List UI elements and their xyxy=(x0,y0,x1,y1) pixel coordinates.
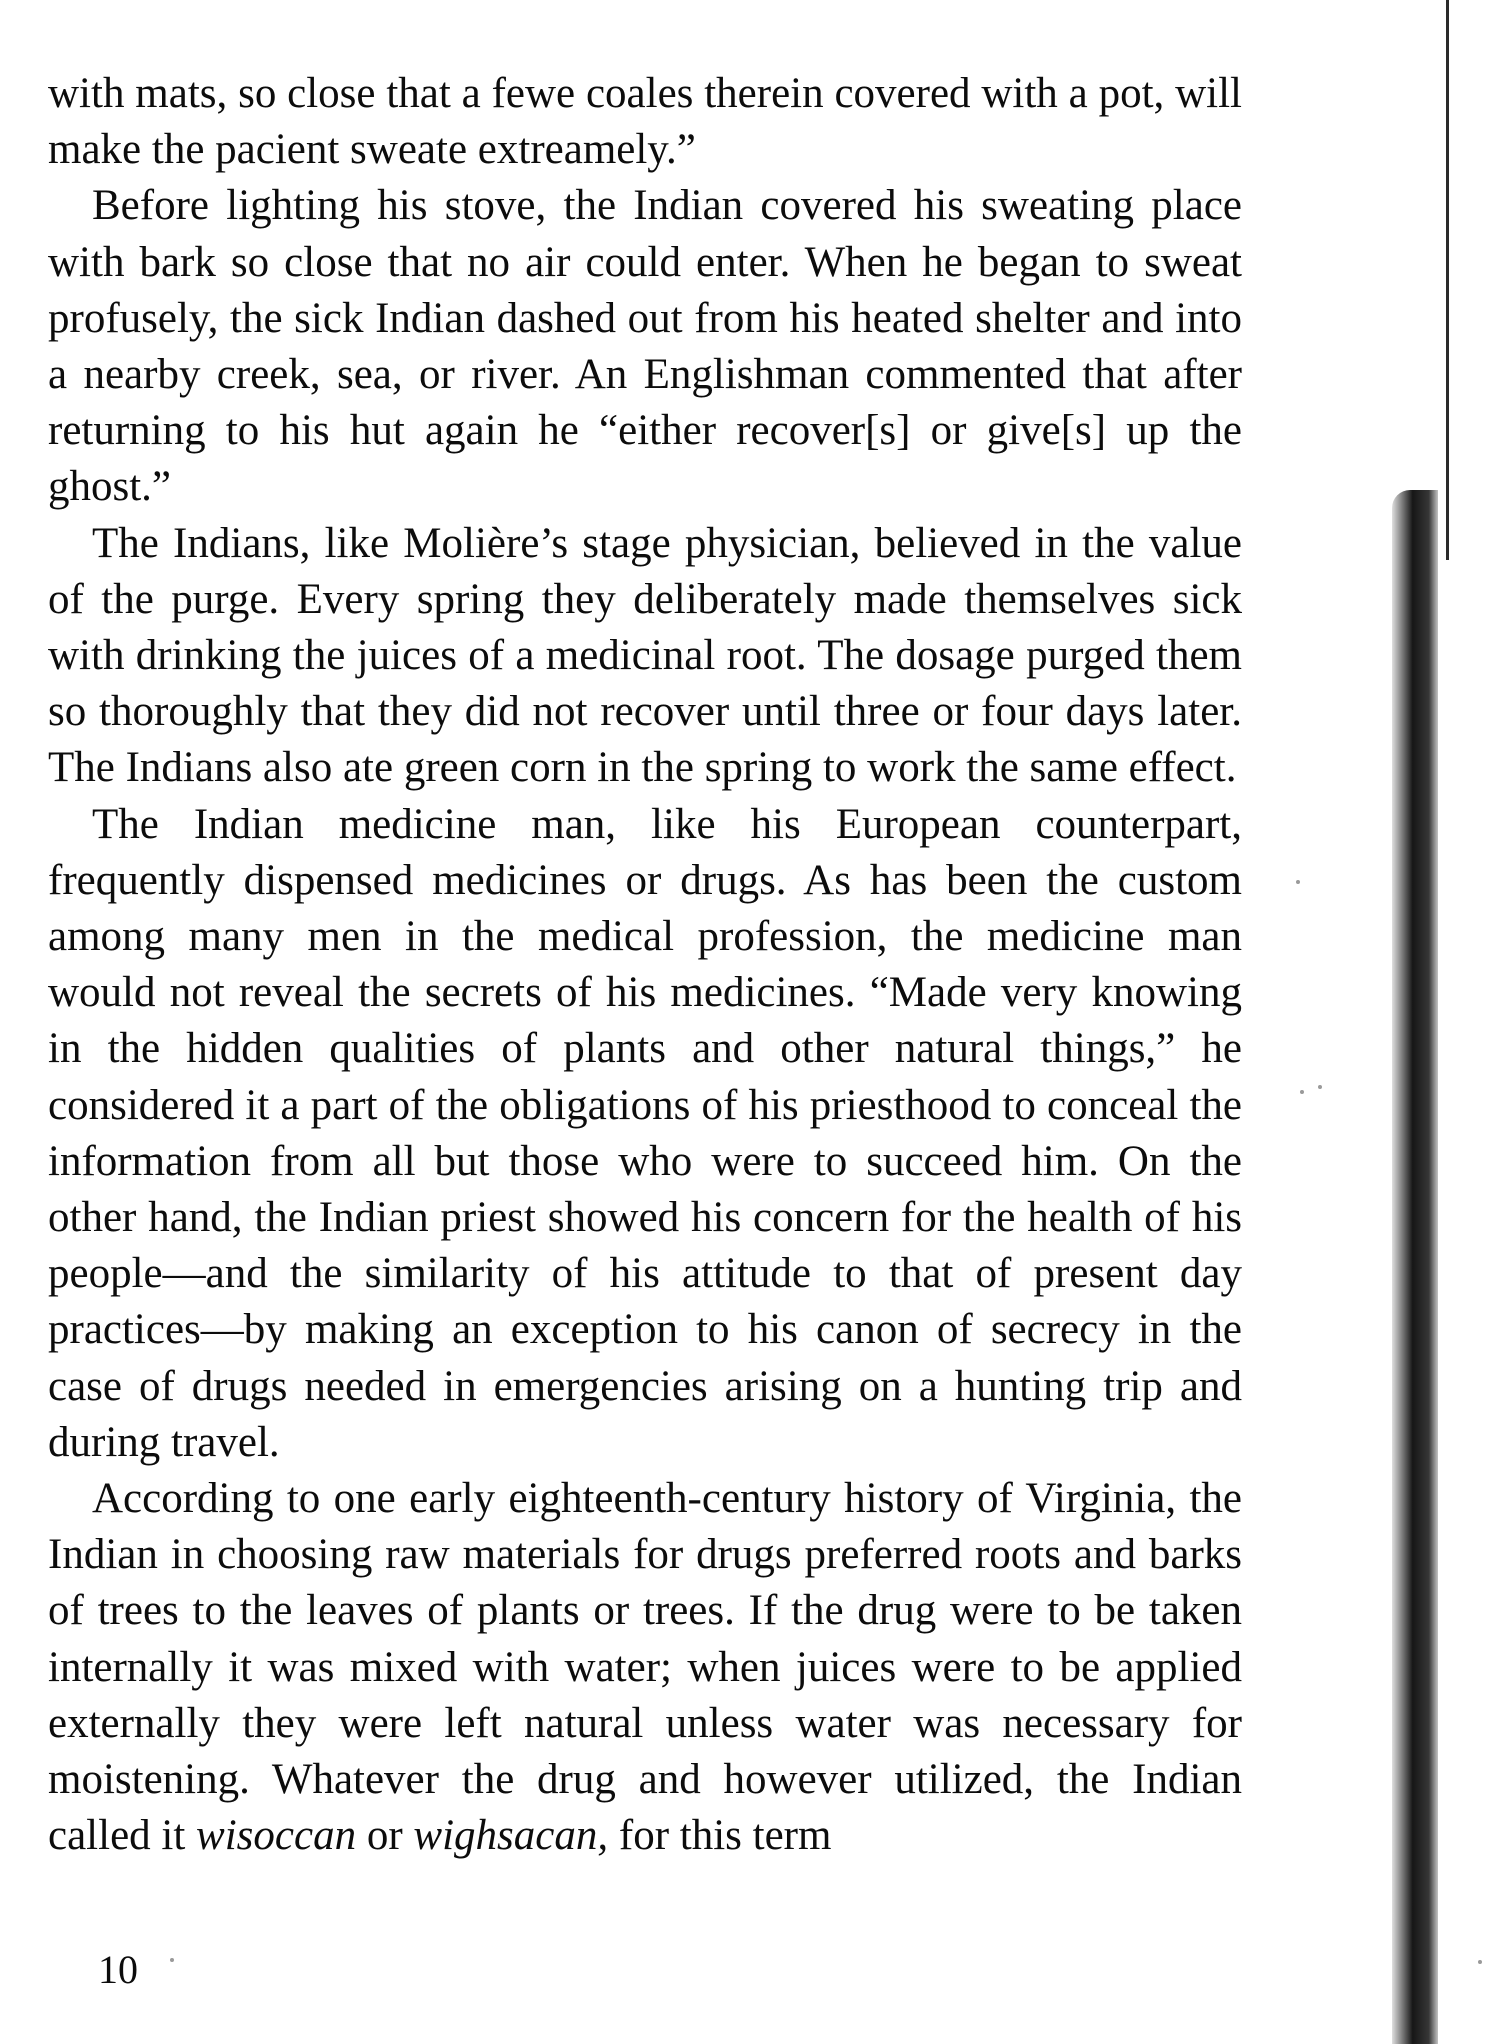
text-run: The Indian medicine man, like his European counterpart, frequently dispensed medicines or drugs. As has been the custom among many men in the medical profession, the medicine man would not reveal the secrets of his medicines. “Made very knowing in the hidden qualities of plants and other natural things,” he considered it a part of the obligations of his priesthood to conceal the information from all but those who were to succeed him. On the other hand, the Indian priest showed his concern for the health of his people—and the similarity of his attitude to that of present day practices—by making an exception to his canon of secrecy in the case of drugs needed in emergencies arising on a hunting trip and during travel. xyxy=(48,800,1242,1466)
text-run: According to one early eighteenth-century history of Virginia, the Indian in choosing raw materials for drugs preferred roots and barks of trees to the leaves of plants or trees. If the drug were to be taken internally it was mixed with water; when juices were to be applied externally they were left natural unless water was necessary for moistening. Whatever the drug and however utilized, the Indian called it xyxy=(48,1475,1242,1860)
italic-term: wisoccan xyxy=(196,1812,357,1860)
paragraph xyxy=(48,516,1242,797)
scan-speckle xyxy=(170,1958,174,1962)
scan-speckle xyxy=(1300,1090,1304,1094)
paragraph xyxy=(48,66,1242,178)
text-run: for this term xyxy=(608,1812,832,1860)
text-run: Before lighting his stove, the Indian covered his sweating place with bark so close that no air could enter. When he began to sweat profusely, the sick Indian dashed out from his heated shelter and into a nearby creek, sea, or river. An Englishman commented that after returning to his hut again he “either recover[s] or give[s] up the ghost.” xyxy=(48,182,1242,511)
scan-speckle xyxy=(1478,1960,1482,1964)
italic-term: wighsacan, xyxy=(413,1812,609,1860)
scan-edge-line xyxy=(1446,0,1449,560)
paragraph xyxy=(48,178,1242,515)
page-number: 10 xyxy=(98,1947,138,1992)
text-run: The Indians, like Molière’s stage physician, believed in the value of the purge. Every spring they deliberately made themselves sick with drinking the juices of a medicinal root. The dosage purged them so thoroughly that they did not recover until three or four days later. The Indians also ate green corn in the spring to work the same effect. xyxy=(48,519,1242,792)
paragraph xyxy=(48,797,1242,1471)
paragraph xyxy=(48,1471,1242,1864)
scan-speckle xyxy=(1296,880,1300,884)
body-text xyxy=(48,66,1242,1865)
text-run: or xyxy=(356,1812,414,1860)
binding-shadow xyxy=(1392,490,1438,2044)
text-run: with mats, so close that a fewe coales therein covered with a pot, will make the pacient sweate extreamely.” xyxy=(48,70,1242,174)
scan-speckle xyxy=(1318,1085,1322,1089)
